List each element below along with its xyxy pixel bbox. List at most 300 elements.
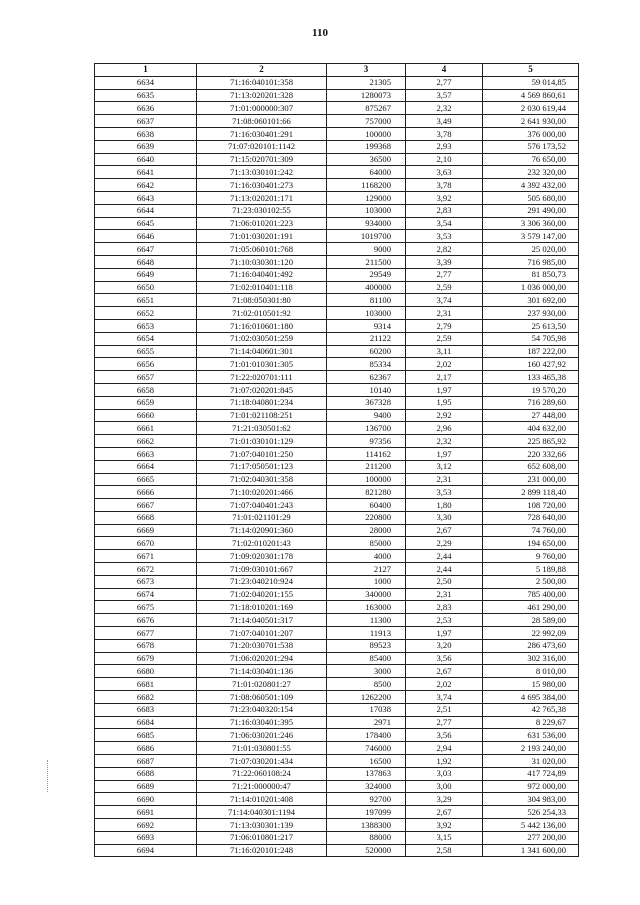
area-cell: 28000 — [327, 524, 406, 537]
rate-cell: 2,29 — [406, 537, 483, 550]
column-header: 3 — [327, 64, 406, 77]
row-number-cell: 6659 — [95, 396, 197, 409]
rate-cell: 2,77 — [406, 76, 483, 89]
amount-cell: 42 765,38 — [483, 703, 579, 716]
area-cell: 4000 — [327, 550, 406, 563]
rate-cell: 2,59 — [406, 332, 483, 345]
rate-cell: 2,50 — [406, 575, 483, 588]
cadastral-number-cell: 71:01:030101:129 — [197, 435, 327, 448]
table-row — [95, 806, 579, 819]
area-cell: 367328 — [327, 396, 406, 409]
amount-cell: 81 850,73 — [483, 268, 579, 281]
cadastral-number-cell: 71:17:050501:123 — [197, 460, 327, 473]
cadastral-number-cell: 71:16:030401:291 — [197, 127, 327, 140]
area-cell: 21122 — [327, 332, 406, 345]
row-number-cell: 6643 — [95, 191, 197, 204]
table-row — [95, 217, 579, 230]
rate-cell: 3,29 — [406, 793, 483, 806]
cadastral-number-cell: 71:01:000000:307 — [197, 102, 327, 115]
table-row — [95, 703, 579, 716]
rate-cell: 2,82 — [406, 243, 483, 256]
table-row — [95, 422, 579, 435]
rate-cell: 1,97 — [406, 447, 483, 460]
rate-cell: 3,56 — [406, 652, 483, 665]
row-number-cell: 6686 — [95, 742, 197, 755]
row-number-cell: 6670 — [95, 537, 197, 550]
cadastral-number-cell: 71:01:030201:191 — [197, 230, 327, 243]
area-cell: 21305 — [327, 76, 406, 89]
table-row — [95, 639, 579, 652]
amount-cell: 716 289,60 — [483, 396, 579, 409]
area-cell: 81100 — [327, 294, 406, 307]
area-cell: 3000 — [327, 665, 406, 678]
row-number-cell: 6682 — [95, 691, 197, 704]
row-number-cell: 6675 — [95, 601, 197, 614]
cadastral-number-cell: 71:07:040401:243 — [197, 499, 327, 512]
rate-cell: 2,31 — [406, 588, 483, 601]
cadastral-number-cell: 71:16:010601:180 — [197, 319, 327, 332]
rate-cell: 2,92 — [406, 409, 483, 422]
rate-cell: 2,94 — [406, 742, 483, 755]
row-number-cell: 6641 — [95, 166, 197, 179]
table-row — [95, 281, 579, 294]
table-row — [95, 844, 579, 857]
row-number-cell: 6678 — [95, 639, 197, 652]
table-row — [95, 652, 579, 665]
cadastral-number-cell: 71:06:020201:294 — [197, 652, 327, 665]
rate-cell: 3,78 — [406, 127, 483, 140]
area-cell: 85000 — [327, 537, 406, 550]
column-header: 1 — [95, 64, 197, 77]
amount-cell: 15 980,00 — [483, 678, 579, 691]
row-number-cell: 6666 — [95, 486, 197, 499]
amount-cell: 54 705,98 — [483, 332, 579, 345]
cadastral-number-cell: 71:23:040320:154 — [197, 703, 327, 716]
amount-cell: 22 992,09 — [483, 627, 579, 640]
cadastral-number-cell: 71:01:020801:27 — [197, 678, 327, 691]
row-number-cell: 6692 — [95, 819, 197, 832]
area-cell: 103000 — [327, 204, 406, 217]
table-row — [95, 115, 579, 128]
cadastral-number-cell: 71:16:040101:358 — [197, 76, 327, 89]
row-number-cell: 6683 — [95, 703, 197, 716]
cadastral-number-cell: 71:13:030301:139 — [197, 819, 327, 832]
cadastral-number-cell: 71:22:060108:24 — [197, 767, 327, 780]
table-row — [95, 780, 579, 793]
table-row — [95, 191, 579, 204]
area-cell: 934000 — [327, 217, 406, 230]
amount-cell: 631 536,00 — [483, 729, 579, 742]
amount-cell: 505 680,00 — [483, 191, 579, 204]
area-cell: 875267 — [327, 102, 406, 115]
area-cell: 199368 — [327, 140, 406, 153]
row-number-cell: 6650 — [95, 281, 197, 294]
cadastral-number-cell: 71:09:020301:178 — [197, 550, 327, 563]
rate-cell: 2,32 — [406, 102, 483, 115]
amount-cell: 59 014,85 — [483, 76, 579, 89]
area-cell: 211500 — [327, 255, 406, 268]
amount-cell: 785 400,00 — [483, 588, 579, 601]
row-number-cell: 6676 — [95, 614, 197, 627]
cadastral-number-cell: 71:10:020201:466 — [197, 486, 327, 499]
table-row — [95, 447, 579, 460]
area-cell: 10140 — [327, 383, 406, 396]
area-cell: 92700 — [327, 793, 406, 806]
table-row — [95, 140, 579, 153]
area-cell: 1000 — [327, 575, 406, 588]
rate-cell: 3,53 — [406, 486, 483, 499]
amount-cell: 187 222,00 — [483, 345, 579, 358]
amount-cell: 2 500,00 — [483, 575, 579, 588]
amount-cell: 231 000,00 — [483, 473, 579, 486]
rate-cell: 3,15 — [406, 831, 483, 844]
rate-cell: 3,54 — [406, 217, 483, 230]
cadastral-number-cell: 71:18:010201:169 — [197, 601, 327, 614]
table-row — [95, 76, 579, 89]
row-number-cell: 6634 — [95, 76, 197, 89]
amount-cell: 5 442 136,00 — [483, 819, 579, 832]
row-number-cell: 6636 — [95, 102, 197, 115]
cadastral-number-cell: 71:06:010201:223 — [197, 217, 327, 230]
rate-cell: 2,79 — [406, 319, 483, 332]
margin-mark — [47, 760, 50, 792]
area-cell: 746000 — [327, 742, 406, 755]
row-number-cell: 6655 — [95, 345, 197, 358]
row-number-cell: 6681 — [95, 678, 197, 691]
area-cell: 60200 — [327, 345, 406, 358]
cadastral-number-cell: 71:01:030801:55 — [197, 742, 327, 755]
cadastral-number-cell: 71:07:040101:250 — [197, 447, 327, 460]
amount-cell: 4 392 432,00 — [483, 179, 579, 192]
cadastral-number-cell: 71:02:010501:92 — [197, 307, 327, 320]
table-row — [95, 358, 579, 371]
rate-cell: 2,02 — [406, 678, 483, 691]
table-row — [95, 460, 579, 473]
amount-cell: 1 036 000,00 — [483, 281, 579, 294]
rate-cell: 2,10 — [406, 153, 483, 166]
cadastral-number-cell: 71:14:040501:317 — [197, 614, 327, 627]
amount-cell: 2 193 240,00 — [483, 742, 579, 755]
amount-cell: 19 570,20 — [483, 383, 579, 396]
table-row — [95, 127, 579, 140]
cadastral-number-cell: 71:01:010301:305 — [197, 358, 327, 371]
table-row — [95, 409, 579, 422]
row-number-cell: 6654 — [95, 332, 197, 345]
rate-cell: 2,96 — [406, 422, 483, 435]
table-row — [95, 575, 579, 588]
amount-cell: 232 320,00 — [483, 166, 579, 179]
area-cell: 163000 — [327, 601, 406, 614]
table-row — [95, 435, 579, 448]
amount-cell: 652 608,00 — [483, 460, 579, 473]
row-number-cell: 6648 — [95, 255, 197, 268]
area-cell: 178400 — [327, 729, 406, 742]
amount-cell: 76 650,00 — [483, 153, 579, 166]
cadastral-number-cell: 71:02:030501:259 — [197, 332, 327, 345]
row-number-cell: 6688 — [95, 767, 197, 780]
cadastral-number-cell: 71:08:060101:66 — [197, 115, 327, 128]
table-row — [95, 678, 579, 691]
amount-cell: 4 695 384,00 — [483, 691, 579, 704]
area-cell: 2127 — [327, 563, 406, 576]
area-cell: 16500 — [327, 755, 406, 768]
area-cell: 9000 — [327, 243, 406, 256]
row-number-cell: 6690 — [95, 793, 197, 806]
amount-cell: 972 000,00 — [483, 780, 579, 793]
table-row — [95, 268, 579, 281]
rate-cell: 2,44 — [406, 563, 483, 576]
area-cell: 89523 — [327, 639, 406, 652]
amount-cell: 277 200,00 — [483, 831, 579, 844]
table-row — [95, 742, 579, 755]
area-cell: 136700 — [327, 422, 406, 435]
area-cell: 1280073 — [327, 89, 406, 102]
row-number-cell: 6649 — [95, 268, 197, 281]
table-row — [95, 793, 579, 806]
column-header: 2 — [197, 64, 327, 77]
row-number-cell: 6689 — [95, 780, 197, 793]
rate-cell: 2,31 — [406, 473, 483, 486]
cadastral-number-cell: 71:07:030201:434 — [197, 755, 327, 768]
area-cell: 220800 — [327, 511, 406, 524]
row-number-cell: 6693 — [95, 831, 197, 844]
page-number: 110 — [312, 27, 328, 39]
rate-cell: 3,53 — [406, 230, 483, 243]
rate-cell: 3,74 — [406, 294, 483, 307]
rate-cell: 3,03 — [406, 767, 483, 780]
cadastral-number-cell: 71:02:010201:43 — [197, 537, 327, 550]
area-cell: 520000 — [327, 844, 406, 857]
area-cell: 129000 — [327, 191, 406, 204]
area-cell: 17038 — [327, 703, 406, 716]
row-number-cell: 6673 — [95, 575, 197, 588]
cadastral-number-cell: 71:13:030101:242 — [197, 166, 327, 179]
amount-cell: 417 724,89 — [483, 767, 579, 780]
cadastral-number-cell: 71:21:030501:62 — [197, 422, 327, 435]
cadastral-number-cell: 71:14:010201:408 — [197, 793, 327, 806]
cadastral-number-cell: 71:16:030401:395 — [197, 716, 327, 729]
cadastral-number-cell: 71:09:030101:667 — [197, 563, 327, 576]
data-table — [94, 63, 579, 857]
amount-cell: 291 490,00 — [483, 204, 579, 217]
rate-cell: 3,92 — [406, 191, 483, 204]
table-row — [95, 204, 579, 217]
table-row — [95, 230, 579, 243]
amount-cell: 25 020,00 — [483, 243, 579, 256]
cadastral-number-cell: 71:16:030401:273 — [197, 179, 327, 192]
row-number-cell: 6645 — [95, 217, 197, 230]
rate-cell: 1,97 — [406, 627, 483, 640]
cadastral-number-cell: 71:20:030701:538 — [197, 639, 327, 652]
cadastral-number-cell: 71:07:040101:207 — [197, 627, 327, 640]
area-cell: 11300 — [327, 614, 406, 627]
table-row — [95, 396, 579, 409]
table-row — [95, 486, 579, 499]
area-cell: 1262200 — [327, 691, 406, 704]
row-number-cell: 6642 — [95, 179, 197, 192]
rate-cell: 3,20 — [406, 639, 483, 652]
table-row — [95, 89, 579, 102]
row-number-cell: 6640 — [95, 153, 197, 166]
amount-cell: 74 760,00 — [483, 524, 579, 537]
row-number-cell: 6639 — [95, 140, 197, 153]
table-row — [95, 601, 579, 614]
cadastral-number-cell: 71:22:020701:111 — [197, 371, 327, 384]
table-row — [95, 588, 579, 601]
table-row — [95, 767, 579, 780]
area-cell: 60400 — [327, 499, 406, 512]
cadastral-number-cell: 71:14:040601:301 — [197, 345, 327, 358]
table-row — [95, 550, 579, 563]
table-row — [95, 332, 579, 345]
amount-cell: 160 427,92 — [483, 358, 579, 371]
row-number-cell: 6662 — [95, 435, 197, 448]
area-cell: 137863 — [327, 767, 406, 780]
rate-cell: 2,93 — [406, 140, 483, 153]
column-header: 4 — [406, 64, 483, 77]
amount-cell: 8 010,00 — [483, 665, 579, 678]
table-row — [95, 153, 579, 166]
area-cell: 1019700 — [327, 230, 406, 243]
table-row — [95, 716, 579, 729]
cadastral-number-cell: 71:02:040201:155 — [197, 588, 327, 601]
cadastral-number-cell: 71:01:021101:29 — [197, 511, 327, 524]
amount-cell: 194 650,00 — [483, 537, 579, 550]
area-cell: 400000 — [327, 281, 406, 294]
amount-cell: 2 641 930,00 — [483, 115, 579, 128]
cadastral-number-cell: 71:23:030102:55 — [197, 204, 327, 217]
area-cell: 29549 — [327, 268, 406, 281]
row-number-cell: 6668 — [95, 511, 197, 524]
cadastral-number-cell: 71:23:040210:924 — [197, 575, 327, 588]
row-number-cell: 6656 — [95, 358, 197, 371]
cadastral-number-cell: 71:07:020201:845 — [197, 383, 327, 396]
rate-cell: 2,59 — [406, 281, 483, 294]
table-row — [95, 691, 579, 704]
amount-cell: 2 899 118,40 — [483, 486, 579, 499]
row-number-cell: 6691 — [95, 806, 197, 819]
amount-cell: 8 229,67 — [483, 716, 579, 729]
row-number-cell: 6680 — [95, 665, 197, 678]
rate-cell: 1,97 — [406, 383, 483, 396]
cadastral-number-cell: 71:14:030401:136 — [197, 665, 327, 678]
row-number-cell: 6664 — [95, 460, 197, 473]
amount-cell: 28 589,00 — [483, 614, 579, 627]
table-row — [95, 473, 579, 486]
row-number-cell: 6677 — [95, 627, 197, 640]
row-number-cell: 6647 — [95, 243, 197, 256]
table-header-row — [95, 64, 579, 77]
area-cell: 324000 — [327, 780, 406, 793]
rate-cell: 2,32 — [406, 435, 483, 448]
rate-cell: 3,56 — [406, 729, 483, 742]
amount-cell: 461 290,00 — [483, 601, 579, 614]
cadastral-number-cell: 71:06:030201:246 — [197, 729, 327, 742]
table-row — [95, 614, 579, 627]
amount-cell: 526 254,33 — [483, 806, 579, 819]
table-row — [95, 307, 579, 320]
rate-cell: 3,39 — [406, 255, 483, 268]
rate-cell: 1,92 — [406, 755, 483, 768]
table-row — [95, 511, 579, 524]
cadastral-number-cell: 71:07:020101:1142 — [197, 140, 327, 153]
rate-cell: 3,92 — [406, 819, 483, 832]
area-cell: 100000 — [327, 127, 406, 140]
table-row — [95, 627, 579, 640]
area-cell: 36500 — [327, 153, 406, 166]
cadastral-number-cell: 71:02:010401:118 — [197, 281, 327, 294]
amount-cell: 1 341 600,00 — [483, 844, 579, 857]
area-cell: 757000 — [327, 115, 406, 128]
area-cell: 85400 — [327, 652, 406, 665]
cadastral-number-cell: 71:08:050301:80 — [197, 294, 327, 307]
amount-cell: 9 760,00 — [483, 550, 579, 563]
amount-cell: 133 465,38 — [483, 371, 579, 384]
rate-cell: 3,78 — [406, 179, 483, 192]
area-cell: 197099 — [327, 806, 406, 819]
rate-cell: 2,83 — [406, 601, 483, 614]
amount-cell: 5 189,88 — [483, 563, 579, 576]
row-number-cell: 6669 — [95, 524, 197, 537]
rate-cell: 3,00 — [406, 780, 483, 793]
column-header: 5 — [483, 64, 579, 77]
table-row — [95, 294, 579, 307]
row-number-cell: 6637 — [95, 115, 197, 128]
cadastral-number-cell: 71:14:040301:1194 — [197, 806, 327, 819]
cadastral-number-cell: 71:13:020201:328 — [197, 89, 327, 102]
cadastral-number-cell: 71:16:040401:492 — [197, 268, 327, 281]
rate-cell: 3,30 — [406, 511, 483, 524]
amount-cell: 302 316,00 — [483, 652, 579, 665]
rate-cell: 3,49 — [406, 115, 483, 128]
rate-cell: 2,58 — [406, 844, 483, 857]
table-row — [95, 179, 579, 192]
cadastral-number-cell: 71:15:020701:309 — [197, 153, 327, 166]
table-row — [95, 345, 579, 358]
amount-cell: 27 448,00 — [483, 409, 579, 422]
table-row — [95, 319, 579, 332]
rate-cell: 2,02 — [406, 358, 483, 371]
amount-cell: 576 173,52 — [483, 140, 579, 153]
rate-cell: 2,31 — [406, 307, 483, 320]
table-body — [95, 76, 579, 857]
amount-cell: 108 720,00 — [483, 499, 579, 512]
row-number-cell: 6657 — [95, 371, 197, 384]
rate-cell: 3,12 — [406, 460, 483, 473]
area-cell: 211200 — [327, 460, 406, 473]
amount-cell: 3 579 147,00 — [483, 230, 579, 243]
rate-cell: 2,67 — [406, 806, 483, 819]
area-cell: 62367 — [327, 371, 406, 384]
amount-cell: 225 865,92 — [483, 435, 579, 448]
table-row — [95, 383, 579, 396]
cadastral-number-cell: 71:01:021108:251 — [197, 409, 327, 422]
row-number-cell: 6635 — [95, 89, 197, 102]
rate-cell: 2,83 — [406, 204, 483, 217]
area-cell: 97356 — [327, 435, 406, 448]
amount-cell: 304 983,00 — [483, 793, 579, 806]
rate-cell: 1,95 — [406, 396, 483, 409]
area-cell: 9400 — [327, 409, 406, 422]
table-row — [95, 537, 579, 550]
row-number-cell: 6646 — [95, 230, 197, 243]
rate-cell: 3,11 — [406, 345, 483, 358]
row-number-cell: 6652 — [95, 307, 197, 320]
area-cell: 11913 — [327, 627, 406, 640]
rate-cell: 2,77 — [406, 716, 483, 729]
amount-cell: 220 332,66 — [483, 447, 579, 460]
row-number-cell: 6684 — [95, 716, 197, 729]
